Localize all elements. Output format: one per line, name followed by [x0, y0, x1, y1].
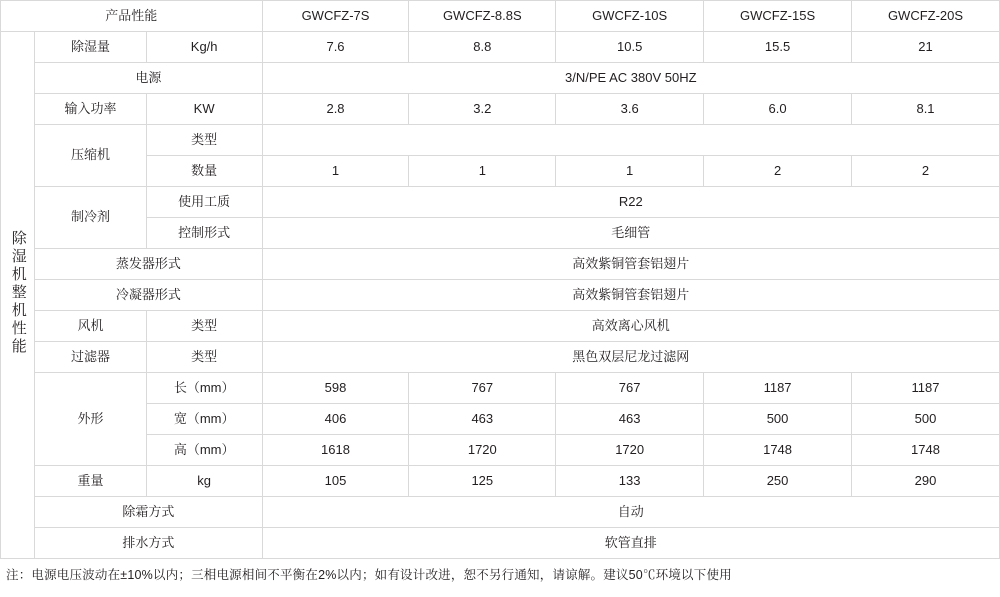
header-model-1: GWCFZ-7S	[262, 1, 409, 32]
table-header-row	[1, 1, 1000, 32]
cell-refrigerant-medium-value: R22	[262, 187, 999, 218]
row-label-filter: 过滤器	[35, 342, 146, 373]
cell-dehumid-2: 8.8	[409, 32, 556, 63]
cell-compressor-type-value	[262, 125, 999, 156]
header-model-5: GWCFZ-20S	[852, 1, 1000, 32]
row-label-dehumid: 除湿量	[35, 32, 146, 63]
cell-height-4: 1748	[704, 435, 852, 466]
cell-input-power-5: 8.1	[852, 94, 1000, 125]
row-unit-fan: 类型	[146, 311, 262, 342]
row-unit-weight: kg	[146, 466, 262, 497]
header-title: 产品性能	[1, 1, 263, 32]
row-sub-height: 高（mm）	[146, 435, 262, 466]
table-row	[1, 311, 1000, 342]
cell-width-3: 463	[556, 404, 704, 435]
row-unit-filter: 类型	[146, 342, 262, 373]
table-row	[1, 32, 1000, 63]
header-model-3: GWCFZ-10S	[556, 1, 704, 32]
row-sub-refrigerant-control: 控制形式	[146, 218, 262, 249]
cell-weight-2: 125	[409, 466, 556, 497]
table-row	[1, 187, 1000, 218]
cell-power-supply-value: 3/N/PE AC 380V 50HZ	[262, 63, 999, 94]
row-label-input-power: 输入功率	[35, 94, 146, 125]
cell-fan-value: 高效离心风机	[262, 311, 999, 342]
table-row	[1, 218, 1000, 249]
cell-compressor-qty-4: 2	[704, 156, 852, 187]
table-row	[1, 466, 1000, 497]
row-label-condenser: 冷凝器形式	[35, 280, 262, 311]
header-model-4: GWCFZ-15S	[704, 1, 852, 32]
cell-weight-1: 105	[262, 466, 409, 497]
cell-length-5: 1187	[852, 373, 1000, 404]
cell-refrigerant-control-value: 毛细管	[262, 218, 999, 249]
cell-input-power-4: 6.0	[704, 94, 852, 125]
cell-compressor-qty-3: 1	[556, 156, 704, 187]
footnote: 注：电源电压波动在±10%以内；三相电源相间不平衡在2%以内；如有设计改进，恕不另行通知，请谅解。建议50℃环境以下使用	[6, 568, 732, 582]
cell-input-power-2: 3.2	[409, 94, 556, 125]
cell-condenser-value: 高效紫铜管套铝翅片	[262, 280, 999, 311]
cell-width-1: 406	[262, 404, 409, 435]
cell-weight-4: 250	[704, 466, 852, 497]
row-sub-width: 宽（mm）	[146, 404, 262, 435]
row-sub-compressor-qty: 数量	[146, 156, 262, 187]
cell-input-power-1: 2.8	[262, 94, 409, 125]
table-row	[1, 342, 1000, 373]
cell-width-4: 500	[704, 404, 852, 435]
table-row	[1, 435, 1000, 466]
cell-compressor-qty-1: 1	[262, 156, 409, 187]
cell-width-5: 500	[852, 404, 1000, 435]
row-sub-length: 长（mm）	[146, 373, 262, 404]
cell-drainage-value: 软管直排	[262, 528, 999, 559]
cell-length-4: 1187	[704, 373, 852, 404]
cell-height-2: 1720	[409, 435, 556, 466]
row-label-evaporator: 蒸发器形式	[35, 249, 262, 280]
table-row	[1, 249, 1000, 280]
row-label-defrost: 除霜方式	[35, 497, 262, 528]
row-unit-input-power: KW	[146, 94, 262, 125]
cell-weight-5: 290	[852, 466, 1000, 497]
side-label-text: 除湿机整机性能	[9, 229, 27, 356]
row-label-dimensions: 外形	[35, 373, 146, 466]
cell-compressor-qty-2: 1	[409, 156, 556, 187]
cell-dehumid-4: 15.5	[704, 32, 852, 63]
table-row	[1, 125, 1000, 156]
cell-height-1: 1618	[262, 435, 409, 466]
cell-height-3: 1720	[556, 435, 704, 466]
table-row	[1, 373, 1000, 404]
cell-filter-value: 黑色双层尼龙过滤网	[262, 342, 999, 373]
cell-width-2: 463	[409, 404, 556, 435]
row-label-drainage: 排水方式	[35, 528, 262, 559]
row-label-power-supply: 电源	[35, 63, 262, 94]
table-row	[1, 280, 1000, 311]
table-row	[1, 497, 1000, 528]
table-row	[1, 404, 1000, 435]
cell-input-power-3: 3.6	[556, 94, 704, 125]
cell-length-1: 598	[262, 373, 409, 404]
cell-defrost-value: 自动	[262, 497, 999, 528]
cell-dehumid-5: 21	[852, 32, 1000, 63]
table-row	[1, 94, 1000, 125]
row-label-refrigerant: 制冷剂	[35, 187, 146, 249]
cell-length-2: 767	[409, 373, 556, 404]
cell-dehumid-3: 10.5	[556, 32, 704, 63]
cell-evaporator-value: 高效紫铜管套铝翅片	[262, 249, 999, 280]
row-label-compressor: 压缩机	[35, 125, 146, 187]
side-label-cell	[1, 32, 35, 559]
cell-height-5: 1748	[852, 435, 1000, 466]
cell-length-3: 767	[556, 373, 704, 404]
row-sub-compressor-type: 类型	[146, 125, 262, 156]
cell-compressor-qty-5: 2	[852, 156, 1000, 187]
header-model-2: GWCFZ-8.8S	[409, 1, 556, 32]
table-row	[1, 528, 1000, 559]
row-label-fan: 风机	[35, 311, 146, 342]
row-unit-dehumid: Kg/h	[146, 32, 262, 63]
cell-dehumid-1: 7.6	[262, 32, 409, 63]
table-row	[1, 63, 1000, 94]
table-row	[1, 156, 1000, 187]
row-label-weight: 重量	[35, 466, 146, 497]
cell-weight-3: 133	[556, 466, 704, 497]
row-sub-refrigerant-medium: 使用工质	[146, 187, 262, 218]
